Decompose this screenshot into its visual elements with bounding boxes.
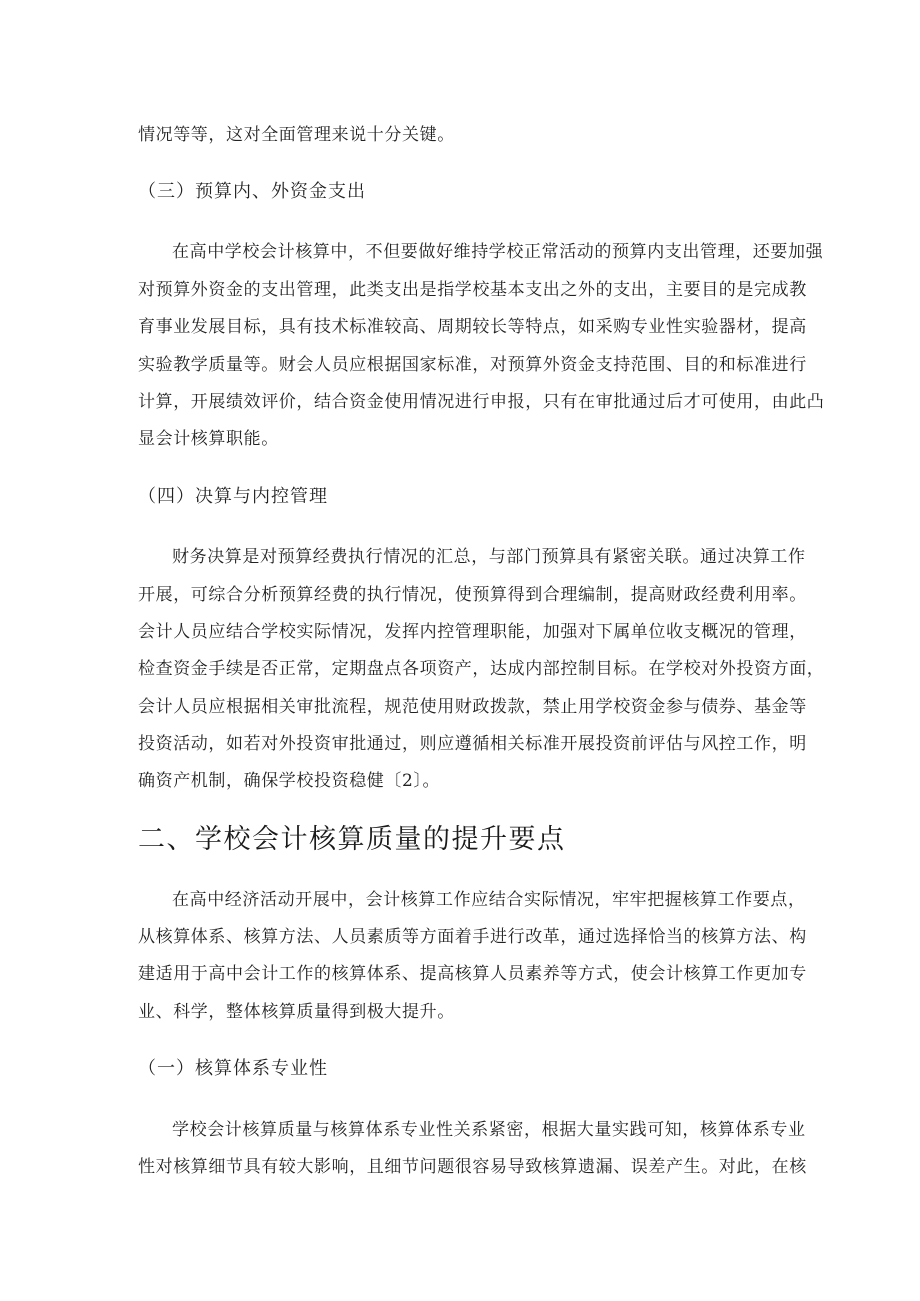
paragraph-line: 财务决算是对预算经费执行情况的汇总，与部门预算具有紧密关联。通过决算工作 [172,547,806,567]
section-heading-final-accounts: （四）决算与内控管理 [138,486,328,507]
paragraph-line: 情况等等，这对全面管理来说十分关键。 [138,125,455,145]
chapter-heading: 二、学校会计核算质量的提升要点 [138,824,566,855]
paragraph-line: 学校会计核算质量与核算体系专业性关系紧密，根据大量实践可知，核算体系专业 [172,1120,806,1140]
paragraph-line: 业、科学，整体核算质量得到极大提升。 [138,1002,455,1022]
paragraph-line: 对预算外资金的支出管理，此类支出是指学校基本支出之外的支出，主要目的是完成教 [138,280,807,300]
paragraph-line: 确资产机制，确保学校投资稳健〔2〕。 [138,771,441,791]
paragraph-line: 在高中学校会计核算中，不但要做好维持学校正常活动的预算内支出管理，还要加强 [172,242,824,262]
section-heading-system-professionalism: （一）核算体系专业性 [138,1058,328,1079]
paragraph-line: 投资活动，如若对外投资审批通过，则应遵循相关标准开展投资前评估与风控工作，明 [138,734,807,754]
paragraph-line: 育事业发展目标，具有技术标准较高、周期较长等特点，如采购专业性实验器材，提高 [138,317,807,337]
paragraph-line: 计算，开展绩效评价，结合资金使用情况进行申报，只有在审批通过后才可使用，由此凸 [138,392,825,412]
paragraph-line: 检查资金手续是否正常，定期盘点各项资产，达成内部控制目标。在学校对外投资方面， [138,659,825,679]
paragraph-line: 会计人员应根据相关审批流程，规范使用财政拨款，禁止用学校资金参与债券、基金等 [138,697,807,717]
section-heading-budget-expenditure: （三）预算内、外资金支出 [138,181,366,202]
paragraph-line: 会计人员应结合学校实际情况，发挥内控管理职能，加强对下属单位收支概况的管理， [138,622,807,642]
paragraph-line: 从核算体系、核算方法、人员素质等方面着手进行改革，通过选择恰当的核算方法、构 [138,927,807,947]
paragraph-line: 性对核算细节具有较大影响，且细节问题很容易导致核算遗漏、误差产生。对此，在核 [138,1157,807,1177]
paragraph-line: 实验教学质量等。财会人员应根据国家标准，对预算外资金支持范围、目的和标准进行 [138,355,807,375]
paragraph-line: 建适用于高中会计工作的核算体系、提高核算人员素养等方式，使会计核算工作更加专 [138,964,807,984]
paragraph-line: 开展，可综合分析预算经费的执行情况，使预算得到合理编制，提高财政经费利用率。 [138,585,807,605]
paragraph-line: 显会计核算职能。 [138,429,279,449]
paragraph-line: 在高中经济活动开展中，会计核算工作应结合实际情况，牢牢把握核算工作要点， [172,890,806,910]
